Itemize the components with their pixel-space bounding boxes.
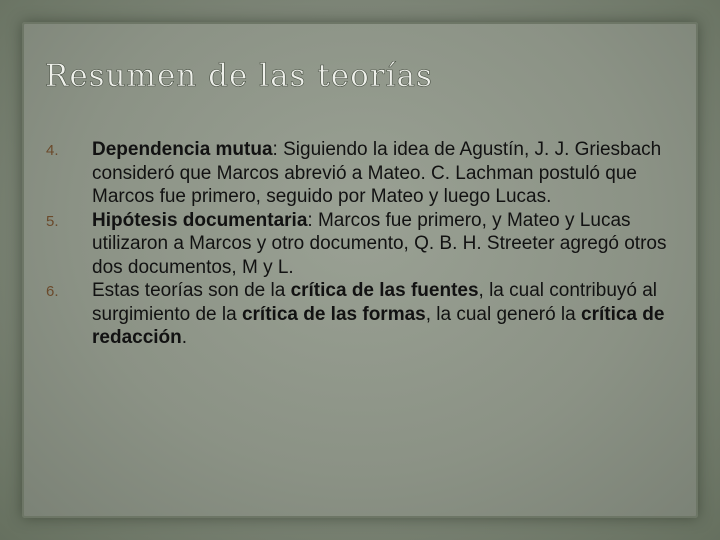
term-bold: crítica de las formas [241, 303, 426, 325]
term-description: : Marcos fue primero, y Mateo y Lucas utilizaron a Marcos y otro documento, Q. B. H. Streeter agregó otros dos documentos, M y L. [92, 209, 667, 278]
list-number: 5. [46, 212, 59, 230]
term-bold: Hipótesis documentaria [92, 209, 308, 231]
term-bold: crítica de las fuentes [290, 280, 479, 301]
text-segment: Estas teorías son de la [92, 280, 291, 301]
term-description: : Siguiendo la idea de Agustín, J. J. Griesbach consideró que Marcos abrevió a Mateo. C. Lachman postuló que Marcos fue primero, seguido por Mateo y luego Lucas. [92, 139, 662, 207]
term-bold: crítica de redacción [92, 303, 665, 348]
list-item-5 [46, 209, 686, 280]
list-item-6 [46, 279, 686, 350]
list-item-4 [46, 138, 686, 209]
list-number: 6. [46, 283, 59, 300]
term-bold: Dependencia mutua [92, 139, 273, 160]
slide-title: Resumen de las teorías [45, 58, 433, 94]
text-segment: , la cual contribuyó al surgimiento de la [92, 280, 658, 325]
list-number: 4. [46, 142, 59, 159]
theory-list [46, 138, 686, 350]
list-item-text [92, 209, 686, 280]
text-segment: . [181, 327, 188, 348]
list-item-text [92, 279, 686, 350]
text-segment: , la cual generó la [425, 303, 581, 325]
list-item-text [92, 138, 686, 209]
